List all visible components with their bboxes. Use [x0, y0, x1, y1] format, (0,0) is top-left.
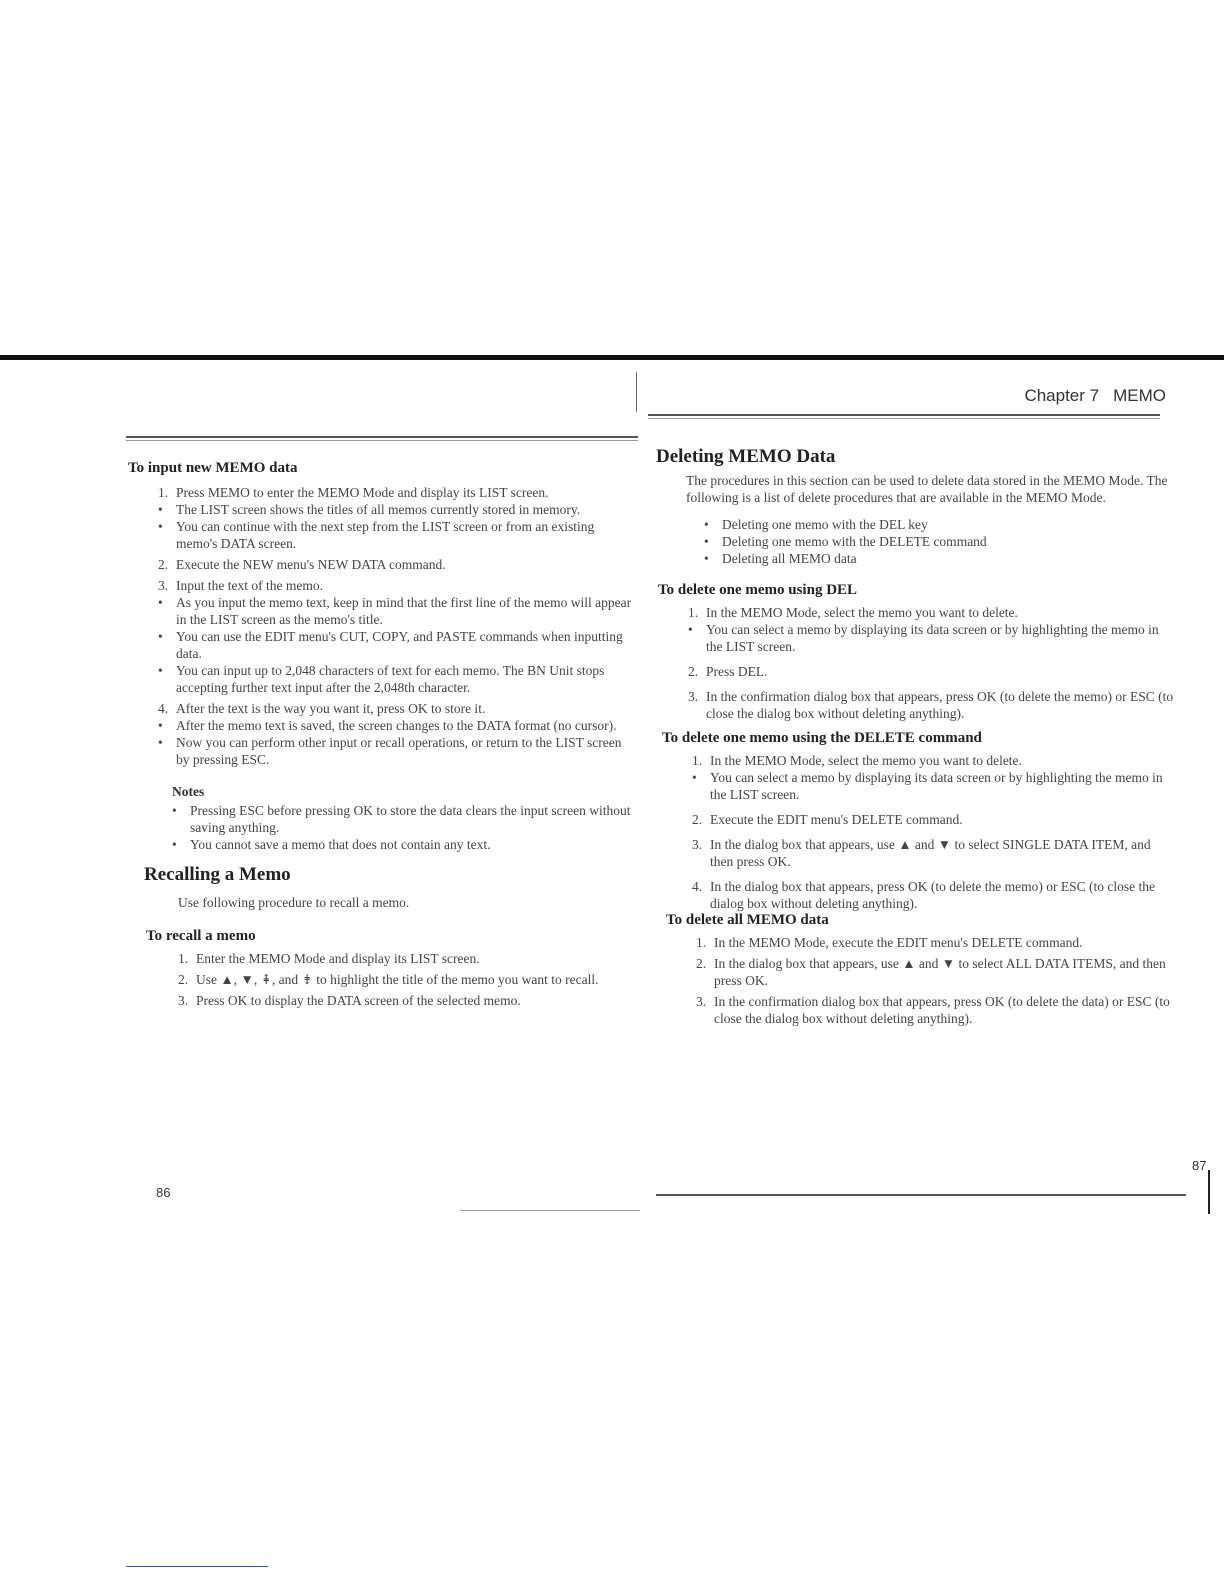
right-page [648, 370, 1224, 1230]
item-text: In the dialog box that appears, press OK (to delete the memo) or ESC (to close the dialog box without deleting anything). [710, 879, 1156, 911]
item-marker: • [692, 770, 697, 785]
item-marker: 1. [158, 485, 169, 500]
step-item [688, 688, 1174, 722]
page-number-left: 86 [156, 1185, 171, 1200]
item-marker: 2. [178, 972, 189, 987]
item-marker: • [704, 534, 709, 549]
bullet-item [158, 734, 636, 768]
step-item [158, 700, 636, 717]
item-marker: 2. [158, 557, 169, 572]
item-text: You can select a memo by displaying its data screen or by highlighting the memo in the LIST screen. [710, 770, 1163, 802]
step-item [688, 604, 1174, 621]
bullet-item [704, 516, 1164, 533]
item-marker: 1. [692, 753, 703, 768]
step-item [692, 878, 1176, 912]
recall-subheading: To recall a memo [146, 928, 256, 944]
right-header-rule [648, 414, 1160, 416]
bottom-underline [126, 1566, 268, 1567]
item-text: Now you can perform other input or recall operations, or return to the LIST screen by pressing ESC. [176, 735, 622, 767]
delete-command-steps [692, 752, 1176, 912]
item-marker: 4. [158, 701, 169, 716]
bullet-item [158, 662, 636, 696]
item-text: Press OK to display the DATA screen of the selected memo. [196, 993, 521, 1008]
step-item [178, 950, 648, 967]
step-item [692, 836, 1176, 870]
step-item [696, 934, 1176, 951]
item-marker: • [158, 502, 163, 517]
bullet-item [158, 501, 636, 518]
step-item [692, 752, 1176, 769]
item-text: In the dialog box that appears, use ▲ and ▼ to select ALL DATA ITEMS, and then press OK. [714, 956, 1166, 988]
delete-all-heading: To delete all MEMO data [666, 912, 829, 928]
bullet-item [172, 836, 668, 853]
item-text: After the text is the way you want it, press OK to store it. [176, 701, 486, 716]
item-text: You cannot save a memo that does not contain any text. [190, 837, 491, 852]
notes-title: Notes [172, 784, 205, 799]
bullet-item [158, 594, 636, 628]
item-marker: • [704, 517, 709, 532]
del-key-heading: To delete one memo using DEL [658, 582, 858, 598]
item-marker: • [158, 629, 163, 644]
item-marker: • [158, 519, 163, 534]
item-marker: 1. [688, 605, 699, 620]
step-item [158, 577, 636, 594]
step-item [158, 556, 636, 573]
right-header-rule-thin [648, 418, 1160, 419]
item-text: Execute the EDIT menu's DELETE command. [710, 812, 963, 827]
top-border-line [0, 355, 1224, 360]
input-heading: To input new MEMO data [128, 460, 298, 476]
item-text: After the memo text is saved, the screen changes to the DATA format (no cursor). [176, 718, 617, 733]
left-header-rule-thin [126, 440, 638, 441]
item-marker: 1. [696, 935, 707, 950]
chapter-label: Chapter 7 [1024, 386, 1100, 405]
item-text: In the MEMO Mode, select the memo you want to delete. [710, 753, 1022, 768]
item-text: You can continue with the next step from the LIST screen or from an existing memo's DATA screen. [176, 519, 595, 551]
item-text: In the MEMO Mode, execute the EDIT menu's DELETE command. [714, 935, 1083, 950]
bullet-item [704, 550, 1164, 567]
item-text: As you input the memo text, keep in mind that the first line of the memo will appear in the LIST screen as the memo's title. [176, 595, 632, 627]
bullet-item [158, 628, 636, 662]
item-marker: • [158, 718, 163, 733]
step-item [696, 955, 1176, 989]
item-text: Press MEMO to enter the MEMO Mode and display its LIST screen. [176, 485, 549, 500]
item-text: The LIST screen shows the titles of all memos currently stored in memory. [176, 502, 581, 517]
item-marker: 3. [696, 994, 707, 1009]
item-text: Deleting all MEMO data [722, 551, 857, 566]
recall-steps [178, 950, 648, 1009]
item-marker: • [158, 663, 163, 678]
item-marker: • [688, 622, 693, 637]
left-page [0, 370, 640, 1230]
item-marker: • [704, 551, 709, 566]
item-text: Input the text of the memo. [176, 578, 323, 593]
item-text: Execute the NEW menu's NEW DATA command. [176, 557, 446, 572]
item-marker: 3. [692, 837, 703, 852]
item-text: In the confirmation dialog box that appears, press OK (to delete the memo) or ESC (to close the dialog box without deleting anything). [706, 689, 1174, 721]
item-marker: 3. [178, 993, 189, 1008]
item-text: Pressing ESC before pressing OK to store the data clears the input screen without saving anything. [190, 803, 631, 835]
item-text: Enter the MEMO Mode and display its LIST screen. [196, 951, 480, 966]
step-item [158, 484, 636, 501]
step-item [178, 971, 648, 988]
delete-heading: Deleting MEMO Data [656, 446, 836, 467]
bullet-item [704, 533, 1164, 550]
delete-options-list [704, 516, 1164, 567]
item-marker: 3. [688, 689, 699, 704]
left-footer-rule [460, 1210, 640, 1211]
recall-heading: Recalling a Memo [144, 864, 291, 885]
item-text: Deleting one memo with the DELETE command [722, 534, 987, 549]
item-marker: 1. [178, 951, 189, 966]
delete-intro: The procedures in this section can be used to delete data stored in the MEMO Mode. The following is a list of delete procedures that are available in the MEMO Mode. [686, 473, 1168, 505]
item-text: You can input up to 2,048 characters of text for each memo. The BN Unit stops accepting further text input after the 2,048th character. [176, 663, 605, 695]
chapter-header [1024, 386, 1166, 406]
right-footer-rule [656, 1194, 1186, 1196]
item-marker: 2. [696, 956, 707, 971]
item-marker: 4. [692, 879, 703, 894]
item-text: Deleting one memo with the DEL key [722, 517, 928, 532]
item-text: You can use the EDIT menu's CUT, COPY, and PASTE commands when inputting data. [176, 629, 623, 661]
notes-list [172, 802, 668, 853]
item-marker: 2. [688, 664, 699, 679]
item-text: Press DEL. [706, 664, 768, 679]
item-text: In the confirmation dialog box that appears, press OK (to delete the data) or ESC (to close the dialog box without deleting anything). [714, 994, 1170, 1026]
bullet-item [172, 802, 668, 836]
item-marker: 2. [692, 812, 703, 827]
item-text: Use ▲, ▼, ⇞, and ⇟ to highlight the title of the memo you want to recall. [196, 972, 599, 987]
bullet-item [692, 769, 1176, 803]
bullet-item [688, 621, 1174, 655]
item-marker: • [172, 837, 177, 852]
bullet-item [158, 518, 636, 552]
item-text: In the dialog box that appears, use ▲ and ▼ to select SINGLE DATA ITEM, and then press OK. [710, 837, 1151, 869]
delete-command-heading: To delete one memo using the DELETE command [662, 730, 982, 746]
item-text: You can select a memo by displaying its data screen or by highlighting the memo in the LIST screen. [706, 622, 1159, 654]
left-header-rule [126, 436, 638, 438]
item-marker: 3. [158, 578, 169, 593]
item-text: In the MEMO Mode, select the memo you want to delete. [706, 605, 1018, 620]
item-marker: • [158, 595, 163, 610]
bullet-item [158, 717, 636, 734]
delete-all-steps [696, 934, 1176, 1027]
del-key-steps [688, 604, 1174, 722]
item-marker: • [158, 735, 163, 750]
page-number-right: 87 [1192, 1158, 1207, 1173]
recall-intro: Use following procedure to recall a memo. [178, 895, 410, 910]
chapter-topic: MEMO [1113, 386, 1166, 405]
step-item [692, 811, 1176, 828]
step-item [688, 663, 1174, 680]
step-item [696, 993, 1176, 1027]
step-item [178, 992, 648, 1009]
input-steps [158, 484, 636, 768]
item-marker: • [172, 803, 177, 818]
